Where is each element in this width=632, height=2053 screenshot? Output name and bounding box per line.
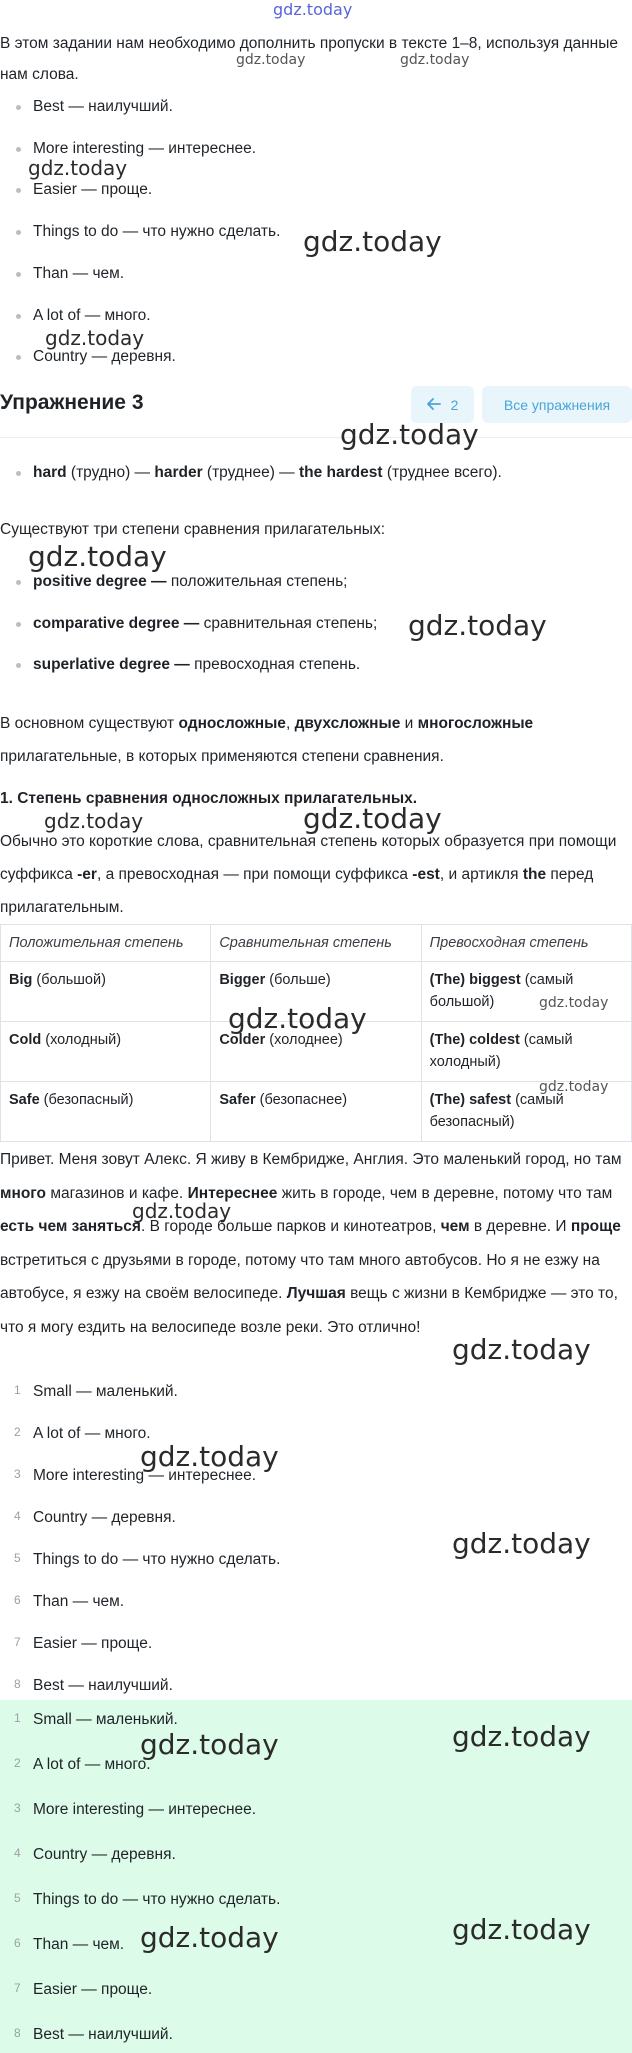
item-number: 1 [14,1383,21,1397]
table-cell [1,962,211,1022]
story-bold: Интереснее [187,1184,278,1202]
list-item [0,1801,600,1819]
story-text: в деревне. И [473,1218,567,1235]
cell-trans: (безопасный) [43,1092,134,1108]
table-row [1,1022,632,1082]
item-number: 8 [14,2026,21,2040]
list-item [0,613,600,635]
watermark: gdz.today [132,1199,232,1223]
cell-trans: (большой) [36,972,106,988]
watermark: gdz.today [45,326,145,350]
list-item [0,1711,600,1729]
prev-exercise-label: 2 [450,396,459,413]
list-item [0,1936,600,1954]
watermark: gdz.today [340,418,479,451]
list-item [0,1425,600,1443]
section-text: Обычно это короткие слова, сравнительная степень которых образуется при помощи суффикса [0,833,617,883]
list-item [0,1677,600,1695]
table-cell [421,1022,631,1082]
page-title: Упражнение 3 [0,391,144,414]
item-text: Country — деревня. [33,1846,176,1863]
item-text: Country — деревня. [33,1509,176,1526]
watermark: gdz.today [28,156,128,180]
story-text: Привет. Меня зовут Алекс. Я живу в Кембридже, Англия. Это маленький город, но там [0,1151,622,1168]
story-bold: проще [570,1218,621,1235]
item-number: 5 [14,1551,21,1565]
list-item [0,2026,600,2044]
cell-word: Safer [219,1092,256,1108]
degree-desc: положительная степень; [170,573,348,590]
table-cell [211,1022,421,1082]
column-header: Сравнительная степень [211,925,421,962]
degree-term: comparative degree — [33,615,200,632]
list-item [0,1509,600,1527]
watermark: gdz.today [236,52,306,68]
types-text: прилагательные, в которых применяются степени сравнения. [0,748,444,765]
cell-trans: (холоднее) [269,1032,343,1048]
story-paragraph [0,1143,632,1344]
watermark: gdz.today [140,1440,279,1473]
table-cell [1,1022,211,1082]
item-text: Easier — проще. [33,1981,153,1998]
list-item: Things to do — что нужно сделать. [0,221,600,243]
degrees-table [0,924,632,1142]
item-text: Things to do — что нужно сделать. [33,1891,281,1908]
watermark: gdz.today [400,52,470,68]
item-number: 3 [14,1467,21,1481]
item-text: Best — наилучший. [33,1677,173,1694]
suffix-er: -er [77,866,97,883]
watermark: gdz.today [408,609,547,642]
types-bold: односложные [178,715,286,732]
item-text: Small — маленький. [33,1711,178,1728]
list-item [0,1593,600,1611]
answer-highlight-block [0,1700,632,2053]
cell-word: Cold [9,1032,42,1048]
degree-desc: превосходная степень. [194,656,361,673]
section-text: и артикля [448,866,519,883]
item-text: More interesting — интереснее. [33,1801,257,1818]
item-number: 1 [14,1711,21,1725]
example-word-3: the hardest [299,464,383,481]
story-bold: много [0,1184,47,1202]
table-row [1,962,632,1022]
cell-trans: (самый безопасный) [429,1092,564,1130]
watermark: gdz.today [228,1002,367,1035]
cell-trans: (самый холодный) [429,1032,573,1070]
item-number: 6 [14,1936,21,1950]
cell-trans: (безопаснее) [259,1092,348,1108]
watermark: gdz.today [303,225,442,258]
watermark: gdz.today [28,540,167,573]
cell-word: Bigger [219,972,266,988]
section-heading: 1. Степень сравнения односложных прилагательных. [0,790,418,807]
item-text: Small — маленький. [33,1383,178,1400]
cell-trans: (холодный) [45,1032,122,1048]
item-number: 7 [14,1981,21,1995]
watermark: gdz.today [140,1728,279,1761]
cell-trans: (самый большой) [429,972,574,1010]
item-number: 8 [14,1677,21,1691]
types-paragraph [0,707,632,773]
watermark: gdz.today [140,1921,279,1954]
list-item [0,462,632,484]
example-trans-1: (трудно) — [70,464,151,481]
section-text: перед прилагательным. [0,866,594,916]
intro-text: В этом задании нам необходимо дополнить пропуски в тексте 1–8, используя данные нам слова. [0,35,618,83]
watermark: gdz.today [303,802,442,835]
watermark: gdz.today [273,0,353,19]
types-text: В основном существуют [0,715,175,732]
list-item [0,1551,600,1569]
degree-desc: сравнительная степень; [203,615,378,632]
list-item [0,1981,600,1999]
list-item: More interesting — интереснее. [0,138,600,160]
list-item: A lot of — много. [0,305,600,327]
item-text: Than — чем. [33,1936,125,1953]
cell-word: (The) coldest [429,1032,520,1048]
types-bold: многосложные [417,715,534,732]
item-text: More interesting — интереснее. [33,1467,257,1484]
story-text: вещь с жизни в Кембридже — это то, что я могу ездить на велосипеде возле реки. Это отлично! [0,1285,618,1336]
list-item: Easier — проще. [0,179,600,201]
watermark: gdz.today [452,1913,591,1946]
cell-word: (The) biggest [429,972,521,988]
example-list [0,462,632,484]
item-text: A lot of — много. [33,1756,151,1773]
item-number: 6 [14,1593,21,1607]
story-bold: есть чем заняться [0,1218,141,1235]
list-item: Best — наилучший. [0,96,600,118]
table-row [1,1082,632,1142]
list-item [0,1383,600,1401]
section-paragraph: Обычно это короткие слова, сравнительная степень которых образуется при помощи суффикса -er, а превосходная — при помощи суффикса -est, и артикля the перед прилагательным. [0,833,617,916]
item-number: 4 [14,1846,21,1860]
item-number: 2 [14,1425,21,1439]
table-cell [421,1082,631,1142]
item-number: 5 [14,1891,21,1905]
watermark: gdz.today [452,1720,591,1753]
watermark: gdz.today [452,1333,591,1366]
watermark: gdz.today [452,1527,591,1560]
suffix-est: -est [412,866,440,883]
column-header: Превосходная степень [421,925,631,962]
article-the: the [522,866,547,883]
list-item [0,1467,600,1485]
story-text: . В городе больше парков и кинотеатров, [140,1218,437,1235]
story-bold: чем [440,1218,470,1235]
story-bold: Лучшая [286,1285,346,1302]
exercise-header [0,386,632,438]
item-text: A lot of — много. [33,1425,151,1442]
degrees-intro: Существуют три степени сравнения прилагательных: [0,521,386,538]
degree-term: superlative degree — [33,656,190,673]
column-header: Положительная степень [1,925,211,962]
example-trans-3: (труднее всего). [386,464,502,481]
types-text: и [404,715,414,732]
section-text: , а превосходная — при помощи суффикса [96,866,408,883]
table-cell [421,962,631,1022]
cell-word: Big [9,972,33,988]
list-item [0,1891,600,1909]
types-text: , [285,715,291,732]
table-cell [1,1082,211,1142]
list-item [0,1756,600,1774]
item-text: Than — чем. [33,1593,125,1610]
story-text: магазинов и кафе. [50,1184,184,1202]
list-item [0,1846,600,1864]
example-word-2: harder [154,464,203,481]
story-text: жить в городе, чем в деревне, потому что там [281,1184,613,1202]
prev-exercise-button[interactable] [411,386,474,423]
cell-word: Colder [219,1032,266,1048]
item-text: Easier — проще. [33,1635,153,1652]
example-trans-2: (труднее) — [206,464,295,481]
list-item [0,1635,600,1653]
item-number: 4 [14,1509,21,1523]
example-word-1: hard [33,464,67,481]
story-text: встретиться с друзьями в городе, потому что там много автобусов. Но я не езжу на автобусе, я езжу на своём велосипеде. [0,1251,600,1302]
watermark: gdz.today [539,995,609,1011]
cell-trans: (больше) [269,972,331,988]
intro-section [0,28,632,90]
table-cell [211,962,421,1022]
item-number: 2 [14,1756,21,1770]
types-bold: двухсложные [294,715,401,732]
list-item: Country — деревня. [0,346,600,368]
item-text: Things to do — что нужно сделать. [33,1551,281,1568]
list-item [0,571,600,593]
arrow-left-icon [427,397,441,413]
item-number: 3 [14,1801,21,1815]
list-item: Than — чем. [0,263,600,285]
watermark: gdz.today [44,809,144,833]
cell-word: (The) safest [429,1092,512,1108]
table-cell [211,1082,421,1142]
degree-term: positive degree — [33,573,167,590]
list-item [0,654,600,676]
watermark: gdz.today [539,1079,609,1095]
item-text: Best — наилучший. [33,2026,173,2043]
table-header-row [1,925,632,962]
item-number: 7 [14,1635,21,1649]
cell-word: Safe [9,1092,40,1108]
all-exercises-button[interactable]: Все упражнения [482,386,632,423]
